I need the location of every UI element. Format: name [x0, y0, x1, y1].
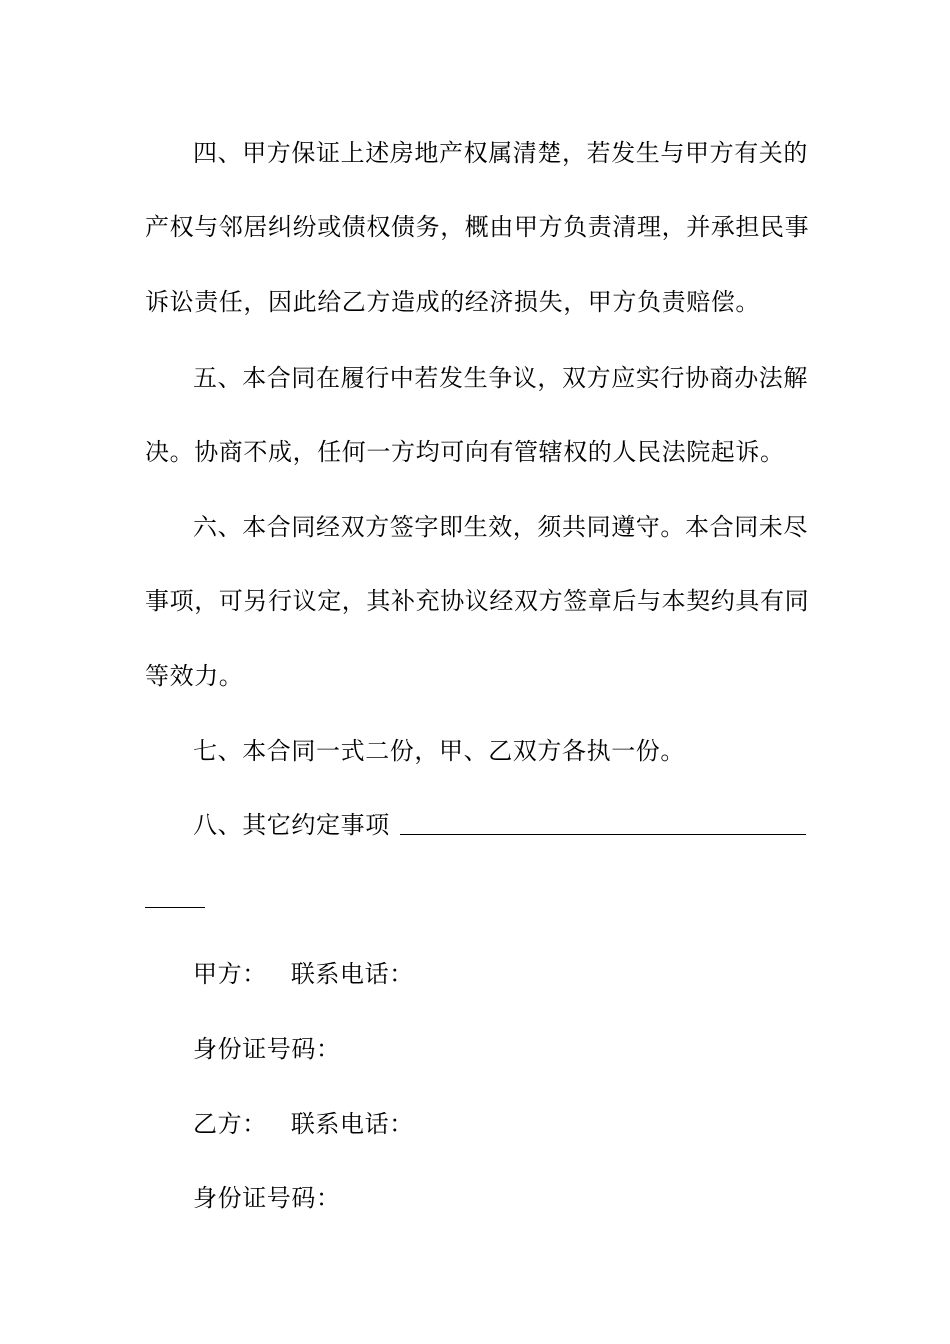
- clause-5-line-2: 决。协商不成，任何一方均可向有管辖权的人民法院起诉。: [145, 438, 785, 466]
- party-a-label: 甲方：: [193, 960, 267, 988]
- clause-6-line-1: 六、本合同经双方签字即生效，须共同遵守。本合同未尽: [193, 513, 808, 541]
- party-b-label: 乙方：: [193, 1110, 267, 1138]
- party-b-id-label: 身份证号码：: [193, 1184, 341, 1212]
- clause-8-blank-line: [400, 834, 806, 835]
- clause-4-line-2: 产权与邻居纠纷或债权债务，概由甲方负责清理，并承担民事: [145, 213, 810, 241]
- clause-8-blank-line-continued: [145, 907, 205, 908]
- clause-5-line-1: 五、本合同在履行中若发生争议，双方应实行协商办法解: [193, 364, 808, 392]
- clause-8-label: 八、其它约定事项: [193, 811, 390, 839]
- clause-7-line-1: 七、本合同一式二份，甲、乙双方各执一份。: [193, 737, 685, 765]
- party-a-id-label: 身份证号码：: [193, 1035, 341, 1063]
- party-a-row: [193, 958, 810, 990]
- clause-6-line-3: 等效力。: [145, 662, 244, 690]
- clause-4-line-3: 诉讼责任，因此给乙方造成的经济损失，甲方负责赔偿。: [145, 288, 760, 316]
- party-b-row: [193, 1108, 810, 1140]
- party-a-phone-label: 联系电话：: [290, 960, 414, 988]
- party-b-phone-label: 联系电话：: [290, 1110, 414, 1138]
- clause-6-line-2: 事项，可另行议定，其补充协议经双方签章后与本契约具有同: [145, 587, 810, 615]
- clause-4-line-1: 四、甲方保证上述房地产权属清楚，若发生与甲方有关的: [193, 139, 808, 167]
